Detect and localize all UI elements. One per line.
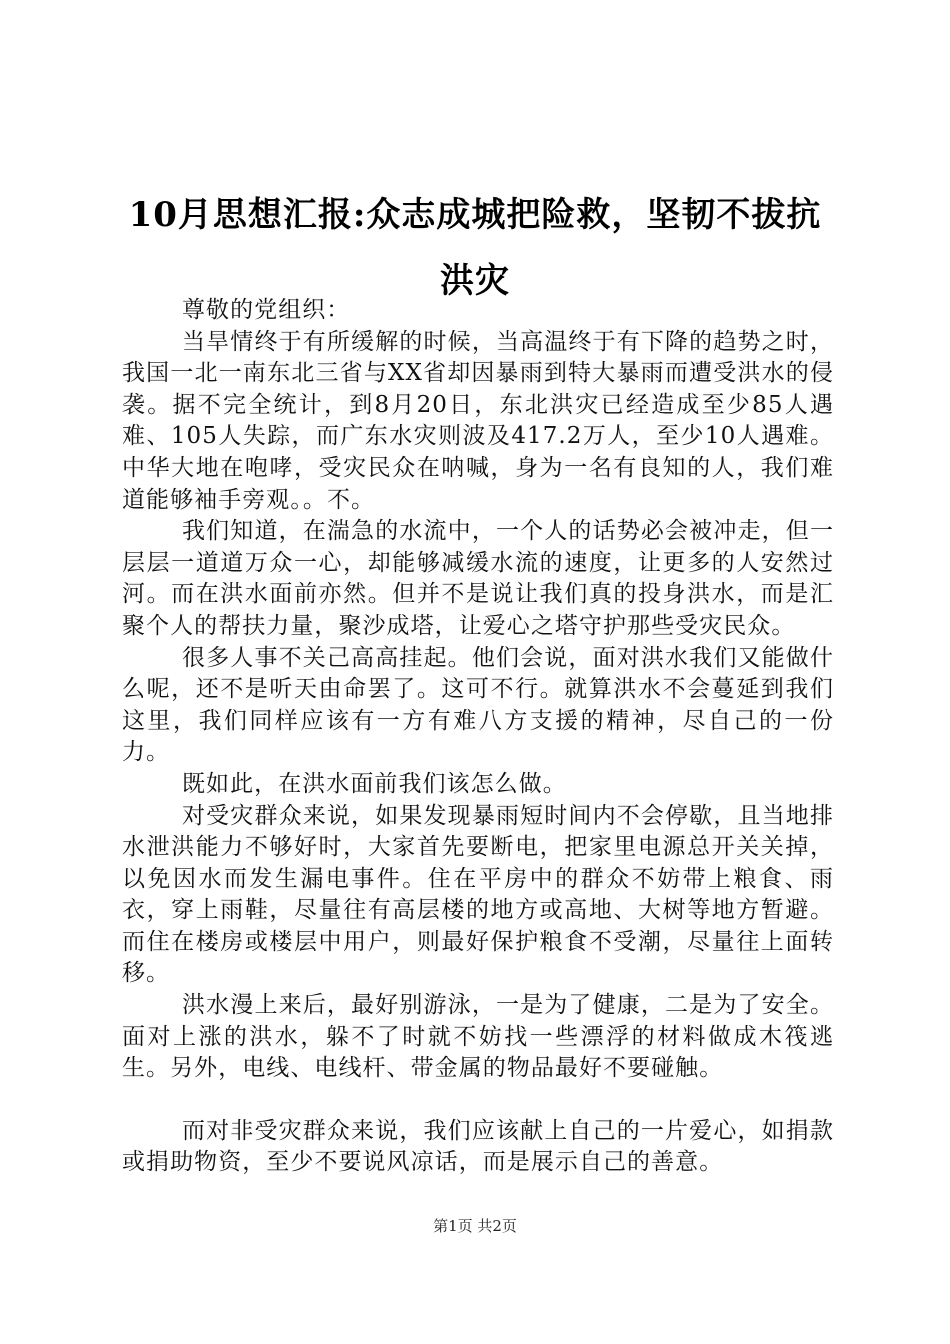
- paragraph-non-victims: 而对非受灾群众来说，我们应该献上自己的一片爱心，如捐款或捐助物资，至少不要说风凉话，而是展示自己的善意。: [122, 1117, 834, 1176]
- paragraph-question: 既如此，在洪水面前我们该怎么做。: [182, 770, 567, 797]
- paragraph-unity: 我们知道，在湍急的水流中，一个人的话势必会被冲走，但一层层一道道万众一心，却能够减缓水流的速度，让更多的人安然过河。而在洪水面前亦然。但并不是说让我们真的投身洪水，而是汇聚个人的帮扶力量，聚沙成塔，让爱心之塔守护那些受灾民众。: [122, 518, 834, 639]
- document-body: [122, 295, 834, 1179]
- paragraph-spacer: [122, 1085, 834, 1116]
- paragraph-victims-advice: 对受灾群众来说，如果发现暴雨短时间内不会停歇，且当地排水泄洪能力不够好时，大家首先要断电，把家里电源总开关关掉，以免因水而发生漏电事件。住在平房中的群众不妨带上粮食、雨衣，穿上雨鞋，尽量往有高层楼的地方或高地、大树等地方暂避。而住在楼房或楼层中用户，则最好保护粮食不受潮，尽量往上面转移。: [122, 802, 834, 987]
- document-title: 10月思想汇报:众志成城把险救，坚韧不拔抗洪灾: [128, 195, 822, 301]
- paragraph-safety-tips: 洪水漫上来后，最好别游泳，一是为了健康，二是为了安全。面对上涨的洪水，躲不了时就不妨找一些漂浮的材料做成木筏逃生。另外，电线、电线杆、带金属的物品最好不要碰触。: [122, 992, 834, 1082]
- paragraph-intro: 当旱情终于有所缓解的时候，当高温终于有下降的趋势之时，我国一北一南东北三省与XX省却因暴雨到特大暴雨而遭受洪水的侵袭。据不完全统计，到8月20日，东北洪灾已经造成至少85人遇难、105人失踪，而广东水灾则波及417.2万人，至少10人遇难。中华大地在咆哮，受灾民众在呐喊，身为一名有良知的人，我们难道能够袖手旁观。。不。: [122, 328, 834, 513]
- page-number: 第1页 共2页: [433, 1217, 517, 1235]
- paragraph-responsibility: 很多人事不关己高高挂起。他们会说，面对洪水我们又能做什么呢，还不是听天由命罢了。这可不行。就算洪水不会蔓延到我们这里，我们同样应该有一方有难八方支援的精神，尽自己的一份力。: [122, 644, 834, 766]
- salutation: 尊敬的党组织：: [182, 297, 351, 323]
